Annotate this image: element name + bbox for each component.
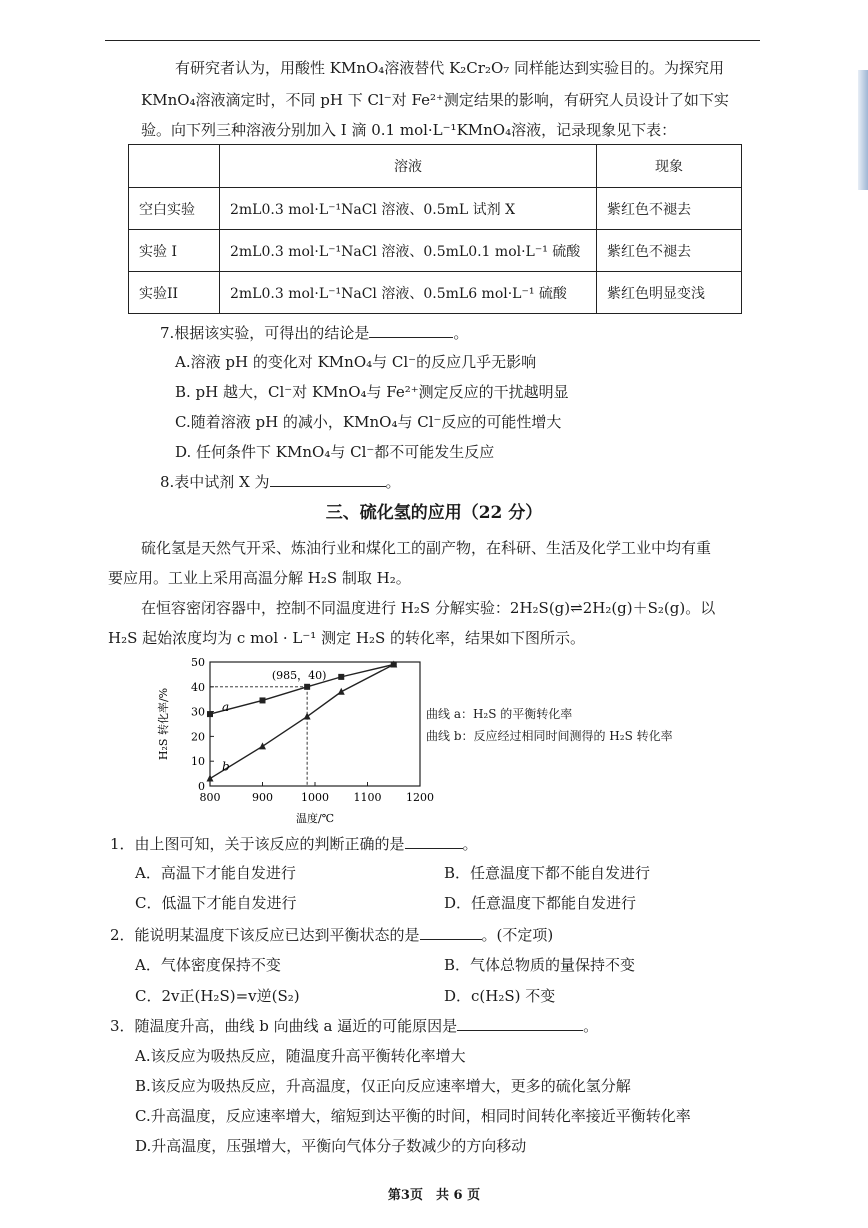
q7-option-a: A.溶液 pH 的变化对 KMnO₄与 Cl⁻的反应几乎无影响 [175,353,537,371]
y-tick-label: 20 [191,730,205,744]
table-row [129,230,742,272]
para-line-2: 要应用。工业上采用高温分解 H₂S 制取 H₂。 [108,569,411,587]
q3-option-d: D.升高温度，压强增大，平衡向气体分子数减少的方向移动 [135,1137,527,1155]
q7-answer-blank[interactable] [369,323,453,338]
table-cell: 实验 I [129,230,220,272]
q3-stem [110,1016,598,1036]
table-cell: 紫红色不褪去 [597,188,742,230]
header-rule [105,40,760,41]
q1-answer-blank[interactable] [405,834,463,849]
y-tick-label: 40 [191,680,205,694]
series-b-point [259,742,266,749]
q2-stem [110,925,553,945]
q1-option-a: A．高温下才能自发进行 [135,864,296,882]
table-header-row [129,145,742,188]
q2-option-c: C．2v正(H₂S)=v逆(S₂) [135,987,300,1005]
para-line-3: 在恒容密闭容器中，控制不同温度进行 H₂S 分解实验：2H₂S(g)⇌2H₂(g)＋S₂(g)。以 [141,599,716,617]
x-tick-label: 1100 [353,791,382,804]
series-a-point [260,697,266,703]
q3-stem-text: 3．随温度升高，曲线 b 向曲线 a 逼近的可能原因是 [110,1017,458,1035]
table-cell: 2mL0.3 mol·L⁻¹NaCl 溶液、0.5mL0.1 mol·L⁻¹ 硫酸 [220,230,597,272]
q2-stem-end: 。(不定项) [481,926,554,944]
q2-option-a: A．气体密度保持不变 [135,956,281,974]
series-label-b: b [222,759,230,774]
q7-option-c: C.随着溶液 pH 的减小，KMnO₄与 Cl⁻反应的可能性增大 [175,413,562,431]
table-row [129,272,742,314]
page-edge-decoration [858,70,868,190]
y-axis-label: H₂S 转化率/% [157,687,170,761]
x-axis-label: 温度/℃ [295,812,335,825]
conversion-chart [150,650,440,830]
q3-option-b: B.该反应为吸热反应，升高温度，仅正向反应速率增大，更多的硫化氢分解 [135,1077,631,1095]
q7-stem-end: 。 [453,324,469,342]
x-tick-label: 1200 [406,791,434,804]
para-line-1: 硫化氢是天然气开采、炼油行业和煤化工的副产物，在科研、生活及化学工业中均有重 [141,539,712,557]
intro-line-2: KMnO₄溶液滴定时，不同 pH 下 Cl⁻对 Fe²⁺测定结果的影响，有研究人员设计了如下实 [141,91,729,109]
experiment-table [128,144,742,314]
table-cell: 空白实验 [129,188,220,230]
series-a-point [207,711,213,717]
q2-option-b: B．气体总物质的量保持不变 [444,956,636,974]
q7-option-b: B. pH 越大，Cl⁻对 KMnO₄与 Fe²⁺测定反应的干扰越明显 [175,383,569,401]
q1-option-b: B．任意温度下都不能自发进行 [444,864,651,882]
q8-stem-text: 8.表中试剂 X 为 [160,473,270,491]
q1-stem [110,834,478,854]
q8-answer-blank[interactable] [270,472,386,487]
table-row [129,188,742,230]
y-tick-label: 0 [198,780,205,793]
series-b-point [207,775,214,782]
legend-b: 曲线 b：反应经过相同时间测得的 H₂S 转化率 [426,729,673,743]
x-tick-label: 800 [199,791,221,804]
series-a-point [338,674,344,680]
intro-line-1: 有研究者认为，用酸性 KMnO₄溶液替代 K₂Cr₂O₇ 同样能达到实验目的。为探究用 [175,59,725,77]
section-title: 三、硫化氢的应用（22 分） [325,503,543,523]
q7-option-d: D. 任何条件下 KMnO₄与 Cl⁻都不可能发生反应 [175,443,495,461]
q1-option-c: C．低温下才能自发进行 [135,894,297,912]
para-line-4: H₂S 起始浓度均为 c mol · L⁻¹ 测定 H₂S 的转化率，结果如下图所示。 [108,629,585,647]
q1-stem-text: 1．由上图可知，关于该反应的判断正确的是 [110,835,405,853]
q2-stem-text: 2．能说明某温度下该反应已达到平衡状态的是 [110,926,420,944]
y-tick-label: 10 [191,755,205,769]
table-cell: 2mL0.3 mol·L⁻¹NaCl 溶液、0.5mL 试剂 X [220,188,597,230]
q2-answer-blank[interactable] [420,925,482,940]
q7-stem [160,323,468,343]
series-label-a: a [222,700,230,715]
point-annotation: (985，40) [271,668,327,682]
table-cell: 实验II [129,272,220,314]
table-header-cell: 溶液 [220,145,597,188]
q2-option-d: D．c(H₂S) 不变 [444,987,556,1005]
x-tick-label: 1000 [301,791,329,804]
table-header-cell: 现象 [597,145,742,188]
table-cell: 紫红色明显变浅 [597,272,742,314]
legend-a: 曲线 a：H₂S 的平衡转化率 [426,707,573,721]
q8-stem [160,472,401,492]
q3-option-c: C.升高温度，反应速率增大，缩短到达平衡的时间，相同时间转化率接近平衡转化率 [135,1107,691,1125]
q7-stem-text: 7.根据该实验，可得出的结论是 [160,324,370,342]
intro-line-3: 验。向下列三种溶液分别加入 I 滴 0.1 mol·L⁻¹KMnO₄溶液，记录现象见下表： [141,121,677,139]
q3-option-a: A.该反应为吸热反应，随温度升高平衡转化率增大 [135,1047,466,1065]
q3-stem-end: 。 [583,1017,599,1035]
y-tick-label: 50 [191,656,205,669]
series-a-point [304,684,310,690]
q1-option-d: D．任意温度下都能自发进行 [444,894,637,912]
x-axis [200,782,435,804]
x-tick-label: 900 [252,791,273,804]
q8-stem-end: 。 [385,473,401,491]
y-tick-label: 30 [191,705,205,719]
table-cell: 紫红色不褪去 [597,230,742,272]
q3-answer-blank[interactable] [457,1016,583,1031]
series-b-point [304,713,311,720]
q1-stem-end: 。 [462,835,478,853]
table-cell: 2mL0.3 mol·L⁻¹NaCl 溶液、0.5mL6 mol·L⁻¹ 硫酸 [220,272,597,314]
table-header-cell [129,145,220,188]
page-number: 第3页 共 6 页 [387,1188,481,1203]
